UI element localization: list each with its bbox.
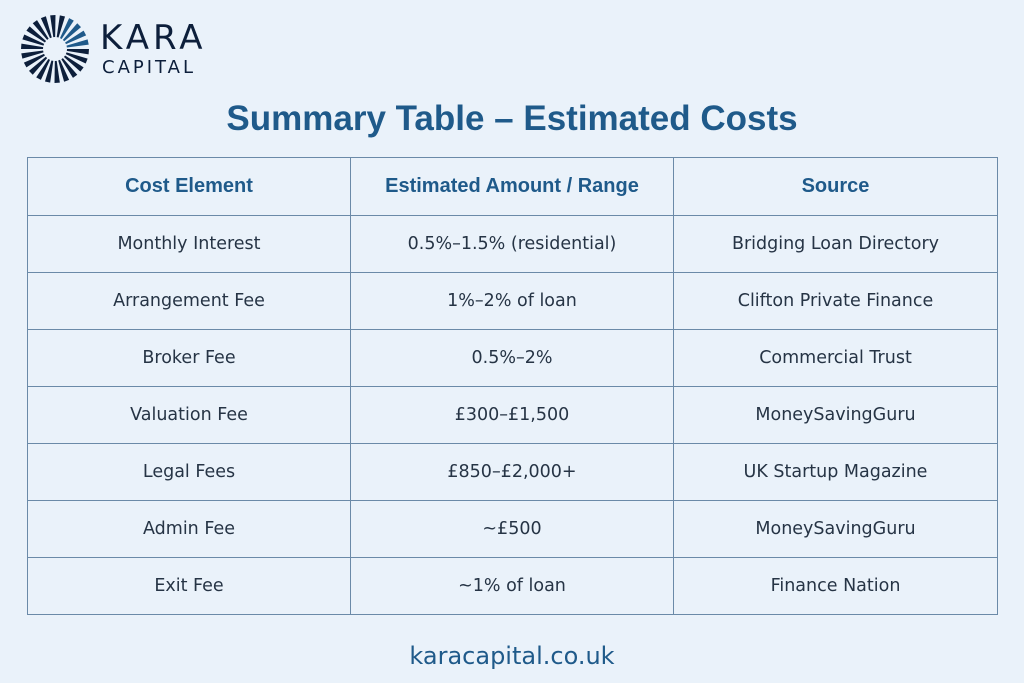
logo-ray	[41, 16, 52, 38]
page-title: Summary Table – Estimated Costs	[226, 99, 798, 138]
table-row	[28, 216, 998, 273]
cell-source: MoneySavingGuru	[674, 387, 998, 444]
header-cost-element: Cost Element	[28, 158, 351, 216]
brand-logo	[20, 14, 206, 84]
table-header-row	[28, 158, 998, 216]
kara-logo-icon	[20, 14, 90, 84]
table-row	[28, 444, 998, 501]
logo-ray	[50, 15, 55, 37]
header-estimated-amount: Estimated Amount / Range	[351, 158, 674, 216]
brand-name: KARA	[100, 18, 207, 58]
cost-summary-table	[27, 157, 998, 615]
table-row	[28, 330, 998, 387]
cell-source: Bridging Loan Directory	[674, 216, 998, 273]
cell-amount: 1%–2% of loan	[351, 273, 674, 330]
cell-amount: 0.5%–1.5% (residential)	[351, 216, 674, 273]
table-row	[28, 273, 998, 330]
table-row	[28, 501, 998, 558]
logo-ray	[58, 60, 69, 82]
cell-amount: £850–£2,000+	[351, 444, 674, 501]
cell-amount: £300–£1,500	[351, 387, 674, 444]
table-row	[28, 558, 998, 615]
cell-cost-element: Arrangement Fee	[28, 273, 351, 330]
cell-amount: 0.5%–2%	[351, 330, 674, 387]
cell-amount: ~£500	[351, 501, 674, 558]
cell-cost-element: Broker Fee	[28, 330, 351, 387]
logo-ray	[22, 34, 44, 45]
brand-subname: CAPITAL	[102, 57, 196, 78]
cell-cost-element: Admin Fee	[28, 501, 351, 558]
footer-website-link[interactable]: karacapital.co.uk	[409, 642, 615, 670]
header-source: Source	[674, 158, 998, 216]
cell-source: MoneySavingGuru	[674, 501, 998, 558]
logo-ray	[66, 52, 88, 63]
cell-source: UK Startup Magazine	[674, 444, 998, 501]
cell-source: Clifton Private Finance	[674, 273, 998, 330]
cell-cost-element: Legal Fees	[28, 444, 351, 501]
logo-ray	[55, 61, 60, 83]
table-row	[28, 387, 998, 444]
cell-source: Commercial Trust	[674, 330, 998, 387]
cell-cost-element: Valuation Fee	[28, 387, 351, 444]
brand-wordmark	[100, 19, 206, 79]
cell-cost-element: Monthly Interest	[28, 216, 351, 273]
cell-source: Finance Nation	[674, 558, 998, 615]
cell-cost-element: Exit Fee	[28, 558, 351, 615]
cell-amount: ~1% of loan	[351, 558, 674, 615]
